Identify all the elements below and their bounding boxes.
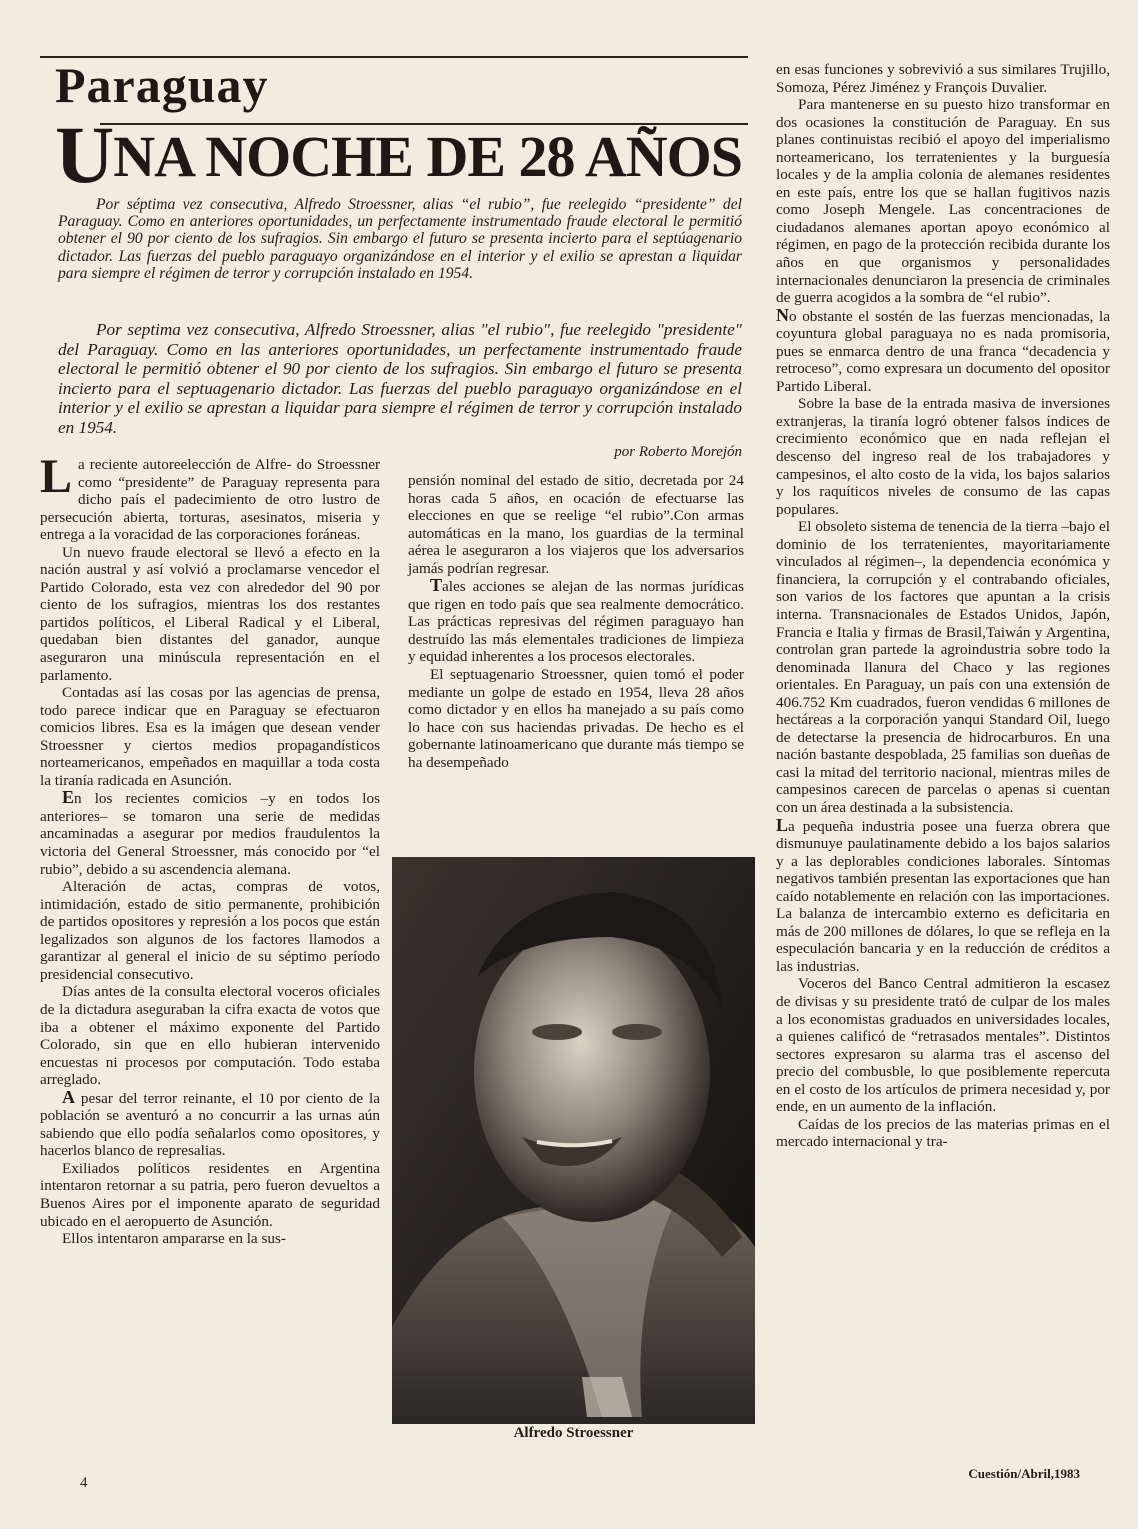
column-2 xyxy=(408,472,744,771)
paragraph-initial: T xyxy=(430,575,443,596)
portrait-illustration xyxy=(392,857,755,1424)
col1-p4-text: n los recientes comicios –y en todos los anteriores– se tomaron una serie de medidas ancaminadas a asegurar por medios fraudulentos la victoria del General Stroessner, más conocido por “el rubio”, debido a su ascendencia alemana. xyxy=(40,790,380,878)
col3-paragraph xyxy=(776,304,1110,396)
byline: por Roberto Morejón xyxy=(614,444,742,460)
col1-paragraph xyxy=(40,1086,380,1160)
col3-paragraph: Para mantenerse en su puesto hizo transformar en dos ocasiones la constitución de Paraguay. En sus planes continuistas recibió el apoyo del imperialismo norteamericano, los terratenientes y la burguesía locales y de la amplia colonia de alemanes residentes en este país, entre los que se hallan fugitivos nazis como Joseph Mengele. Las concentraciones de ciudadanos alemanes aportan apoyo económico al régimen, en pago de la protección recibida durante los años en que organismos y personalidades internacionales denunciaron la presencia de criminales de guerra acogidos a la sombra de “el rubio”. xyxy=(776,96,1110,307)
headline-text: NA NOCHE DE 28 AÑOS xyxy=(113,124,742,189)
paragraph-initial: A xyxy=(62,1086,75,1107)
headline-initial: U xyxy=(55,109,114,200)
col3-paragraph: Sobre la base de la entrada masiva de inversiones extranjeras, la tiranía logró obtener falsos índices de crecimiento económico que en nada reflejan el descenso del ingreso real de los trabajadores y campesinos, el alto costo de la vida, los bajos salarios y los raquíticos niveles de consumo de las capas populares. xyxy=(776,395,1110,518)
col3-paragraph: en esas funciones y sobrevivió a sus similares Trujillo, Somoza, Pérez Jiménez y François Duvalier. xyxy=(776,61,1110,96)
col1-paragraph: Ellos intentaron ampararse en la sus- xyxy=(62,1230,286,1248)
col1-paragraph: Contadas así las cosas por las agencias de prensa, todo parece indicar que en Paraguay se efectuaron comicios libres. Esa es la imágen que desean vender Stroessner y ciertos medios propagandísticos norteamericanos, empeñados en maquillar a toda costa la tiranía radicada en Asunción. xyxy=(40,684,380,789)
col2-paragraph: El septuagenario Stroessner, quien tomó el poder mediante un golpe de estado en 1954, lleva 28 años como dictador y en ellos ha manejado a su país como lo hace con sus haciendas privadas. De hecho es el gobernante latinoamericano que durante más tiempo se ha desempeñado xyxy=(408,666,744,771)
col1-paragraph xyxy=(40,450,380,544)
col1-p7-text: pesar del terror reinante, el 10 por ciento de la población se aventuró a no concurrir a las urnas aún sabiendo que ello podía señalarlos como opositores, y hacerlos blanco de represalias. xyxy=(40,1089,380,1160)
col1-p1-text: a reciente autoreelección de Alfre- do Stroessner como “presidente” de Paraguay representa para dicho país el padecimiento de otro lustro de persecución abierta, torturas, asesinatos, miseria y entrega a la voracidad de las corporaciones foráneas. xyxy=(40,456,380,544)
col2-paragraph xyxy=(408,577,744,666)
col2-p2-text: ales acciones se alejan de las normas jurídicas que rigen en todo país que sea realmente democrático. Las prácticas represivas del régimen paraguayo han destruído las más elementales tradiciones de limpieza y equidad inherentes a los procesos electorales. xyxy=(408,578,744,666)
col1-paragraph xyxy=(40,789,380,878)
photo-caption: Alfredo Stroessner xyxy=(513,1425,634,1441)
dek-paragraph-2: Por septima vez consecutiva, Alfredo Stroessner, alias "el rubio", fue reelegido "presidente" del Paraguay. Como en las anteriores oportunidades, un perfectamente instrumentado fraude electoral le permitió obtener el 90 por ciento de los sufragios. Sin embargo el futuro se presenta incierto para el septuagenario dictador. Las fuerzas del pueblo paraguayo organizándose en el interior y el exilio se aprestan a liquidar para siempre el régimen de terror y corrupción instalado en 1954. xyxy=(58,320,742,437)
paragraph-initial: L xyxy=(776,814,789,835)
dek-paragraph-1: Por séptima vez consecutiva, Alfredo Stroessner, alias “el rubio”, fue reelegido “presidente” del Paraguay. Como en anteriores oportunidades, un perfectamente instrumentado fraude electoral le permitió obtener el 90 por ciento de los sufragios. Sin embargo el futuro se presenta incierto para el septúagenario dictador. Las fuerzas del pueblo paraguayo organizándose en el interior y el exilio se aprestan a liquidar para siempre el régimen de terror y corrupción instalado en 1954. xyxy=(58,196,742,282)
col3-paragraph xyxy=(776,814,1110,976)
col2-paragraph: pensión nominal del estado de sitio, decretada por 24 horas cada 5 años, en ocación de efectuarse las elecciones en que se reelige “el rubio”.Con armas automáticas en la mano, los guardias de la terminal aérea le aseguraron a los viajeros que los adversarios jamás podrían regresar. xyxy=(408,472,744,577)
col3-p3-text: o obstante el sostén de las fuerzas mencionadas, la coyuntura global paraguaya no es nada promisoria, pues se enmarca dentro de una franca “decadencia y retroceso”, como expresara un documento del opositor Partido Liberal. xyxy=(776,307,1110,395)
col1-paragraph: Un nuevo fraude electoral se llevó a efecto en la nación austral y así volvió a proclamarse vencedor el Partido Colorado, esta vez con alrededor del 90 por ciento de los sufragios, mientras los dos restantes partidos políticos, el Liberal Radical y el Liberal, quedaban bien distantes del ganador, aunque aseguraron una minúscula representación en el parlamento. xyxy=(40,543,380,684)
col3-paragraph: Voceros del Banco Central admitieron la escasez de divisas y su presidente trató de culpar de los males a los economistas graduados en universidades locales, a quienes calificó de “retrasados mentales”. Distintos sectores expresaron su alarma tras el ascenso del precio del combusble, lo que posiblemente repercuta en el costo de los artículos de primera necesidad y, por ende, en un aumento de la inflación. xyxy=(776,975,1110,1116)
article-headline xyxy=(55,109,742,200)
portrait-photo xyxy=(392,857,755,1424)
col3-paragraph: Caídas de los precios de las materias primas en el mercado internacional y tra- xyxy=(776,1115,1110,1151)
drop-cap: L xyxy=(40,450,73,503)
paragraph-initial: E xyxy=(62,787,75,808)
column-1 xyxy=(40,450,380,1248)
col3-p6-text: a pequeña industria posee una fuerza obrera que dismunuye paulatinamente debido a los bajos salarios y a las deplorables condiciones laborales. Síntomas negativos también presentan las exportaciones que han caído notablemente en relación con las importaciones. La balanza de intercambio externo es deficitaria en más de 200 millones de dólares, lo que se refleja en la especulación bancaria y en la reducción de créditos a las industrias. xyxy=(776,817,1110,975)
section-kicker: Paraguay xyxy=(55,57,269,113)
col1-paragraph: Exiliados políticos residentes en Argentina intentaron retornar a su patria, pero fueron devueltos a Buenos Aires por el imponente aparato de seguridad ubicado en el aeropuerto de Asunción. xyxy=(40,1159,380,1230)
paragraph-initial: N xyxy=(776,304,789,325)
col1-paragraph: Alteración de actas, compras de votos, intimidación, estado de sitio permanente, prohibición de partidos opositores y represión a los pocos que están legalizados son algunos de los factores llamodos a garantizar al general el inicio de su séptimo período presidencial consecutivo. xyxy=(40,878,380,983)
col3-paragraph: El obsoleto sistema de tenencia de la tierra –bajo el dominio de los terratenientes, mayoritariamente vinculados al régimen–, la dependencia económica y financiera, la corrupción y el contrabando oficiales, son varios de los factores que apuntan a la crisis interna. Transnacionales de Estados Unidos, Japón, Francia e Italia y firmas de Brasil,Taiwán y Argentina, controlan gran partede la agroindustria sobre todo la denominada llanura del Chaco y las regiones orientales. En Paraguay, un país con una extensión de 406.752 Km cuadrados, fueron vendidas 6 millones de hectáreas a la corporación yanqui Standard Oil, luego de detectarse la presencia de hidrocarburos. En una nación bastante despoblada, 25 familias son dueñas de casi la mitad del territorio nacional, mientras miles de campesinos carecen de parcelas o apenas si cuentan con un área destinada a la subsistencia. xyxy=(776,518,1110,816)
column-3 xyxy=(776,61,1110,1151)
publication-footer: Cuestión/Abril,1983 xyxy=(968,1466,1080,1481)
page-number: 4 xyxy=(80,1475,88,1491)
col1-paragraph: Días antes de la consulta electoral voceros oficiales de la dictadura aseguraban la cifra exacta de votos que iba a obtener el máximo exponente del Partido Colorado, sin que en ello hubieran intervenido encuestas ni procesos por computación. Todo estaba arreglado. xyxy=(40,983,380,1089)
